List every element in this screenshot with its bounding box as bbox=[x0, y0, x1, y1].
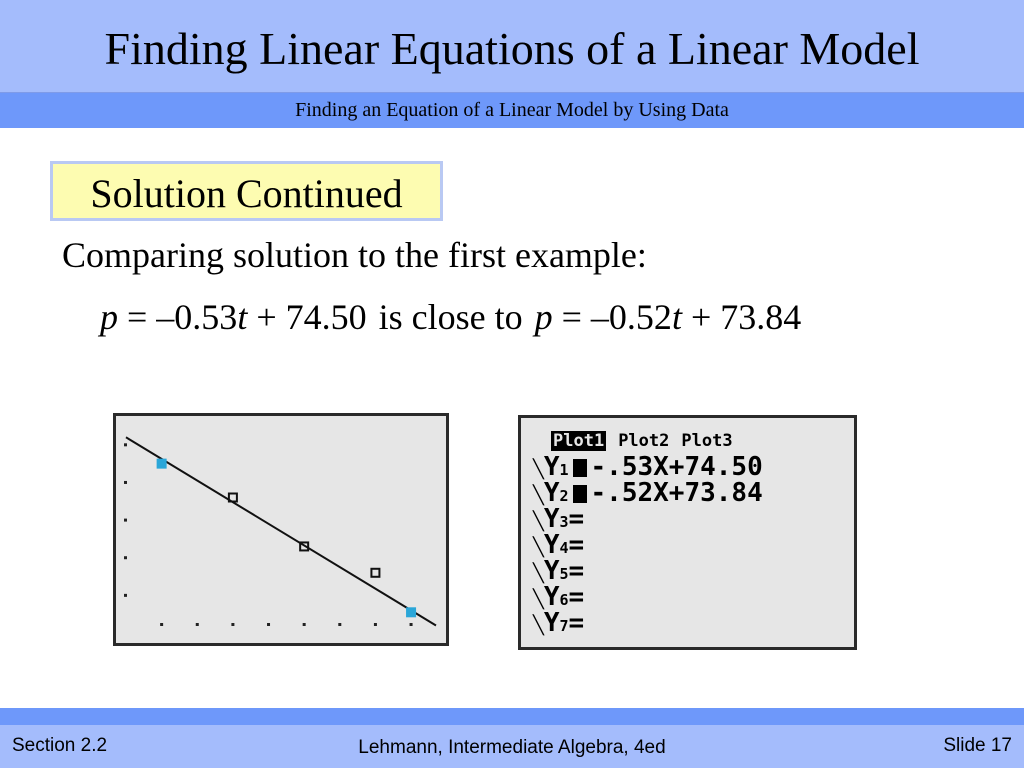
y-label: Y bbox=[543, 530, 560, 560]
y-expression[interactable]: -.53X+74.50 bbox=[590, 452, 763, 482]
equation-line bbox=[100, 296, 801, 338]
graph-style-icon[interactable]: ╲ bbox=[533, 537, 544, 558]
graph-style-icon[interactable]: ╲ bbox=[533, 563, 544, 584]
solution-label-box bbox=[50, 161, 443, 221]
y-label: Y bbox=[543, 608, 560, 638]
y-equation-row[interactable] bbox=[533, 610, 763, 636]
y-equation-row[interactable] bbox=[533, 480, 763, 506]
data-point bbox=[371, 569, 379, 577]
y-equation-row[interactable] bbox=[533, 506, 763, 532]
x-tick-mark bbox=[374, 623, 377, 626]
x-tick-mark bbox=[231, 623, 234, 626]
y-label: Y bbox=[543, 504, 560, 534]
y-label: Y bbox=[543, 556, 560, 586]
footer-strip bbox=[0, 708, 1024, 725]
y-label: Y bbox=[543, 582, 560, 612]
x-tick-mark bbox=[410, 623, 413, 626]
x-tick-mark bbox=[303, 623, 306, 626]
graph-style-icon[interactable]: ╲ bbox=[533, 589, 544, 610]
y-tick-mark bbox=[124, 594, 127, 597]
y-subscript: 2 bbox=[559, 487, 569, 505]
y-subscript: 5 bbox=[559, 565, 569, 583]
eq-var-p-right: p bbox=[534, 297, 553, 337]
slide-subtitle: Finding an Equation of a Linear Model by Using Data bbox=[295, 99, 729, 121]
eq-expr-right: = –0.52 bbox=[552, 297, 672, 337]
equals-selected-icon[interactable] bbox=[573, 459, 587, 477]
x-tick-mark bbox=[160, 623, 163, 626]
subtitle-bar bbox=[0, 93, 1024, 128]
graph-style-icon[interactable]: ╲ bbox=[533, 485, 544, 506]
x-tick-mark bbox=[267, 623, 270, 626]
footer-book: Lehmann, Intermediate Algebra, 4ed bbox=[358, 737, 666, 758]
y-equation-row[interactable] bbox=[533, 532, 763, 558]
eq-tail-right: + 73.84 bbox=[681, 297, 802, 337]
y-expression[interactable]: -.52X+73.84 bbox=[590, 478, 763, 508]
body-text: Comparing solution to the first example: bbox=[62, 235, 647, 275]
y-equation-row[interactable] bbox=[533, 454, 763, 480]
title-bar bbox=[0, 0, 1024, 93]
y-subscript: 6 bbox=[559, 591, 569, 609]
eq-var-t-right: t bbox=[671, 297, 682, 337]
y-tick-mark bbox=[124, 556, 127, 559]
scatter-plot bbox=[116, 416, 446, 643]
y-subscript: 3 bbox=[559, 513, 569, 531]
plot-row bbox=[551, 432, 745, 450]
equals-sign[interactable]: = bbox=[568, 582, 585, 612]
x-tick-mark bbox=[338, 623, 341, 626]
y-equation-row[interactable] bbox=[533, 584, 763, 610]
footer-slide-number: Slide 17 bbox=[943, 735, 1012, 756]
y-equation-row[interactable] bbox=[533, 558, 763, 584]
footer bbox=[0, 725, 1024, 768]
y-subscript: 1 bbox=[559, 461, 569, 479]
equals-sign[interactable]: = bbox=[568, 608, 585, 638]
graph-style-icon[interactable]: ╲ bbox=[533, 511, 544, 532]
regression-line bbox=[126, 437, 436, 625]
equals-sign[interactable]: = bbox=[568, 556, 585, 586]
y-tick-mark bbox=[124, 443, 127, 446]
eq-connector: is close to bbox=[378, 297, 523, 337]
calculator-graph-screen bbox=[113, 413, 449, 646]
highlighted-data-point bbox=[407, 608, 415, 616]
graph-style-icon[interactable]: ╲ bbox=[533, 459, 544, 480]
plot-toggle-3[interactable]: Plot3 bbox=[681, 431, 733, 451]
y-subscript: 7 bbox=[559, 617, 569, 635]
eq-var-t-left: t bbox=[237, 297, 248, 337]
x-tick-mark bbox=[196, 623, 199, 626]
eq-expr-left: = –0.53 bbox=[118, 297, 238, 337]
y-subscript: 4 bbox=[559, 539, 569, 557]
equals-selected-icon[interactable] bbox=[573, 485, 587, 503]
graph-style-icon[interactable]: ╲ bbox=[533, 615, 544, 636]
plot-toggle-2[interactable]: Plot2 bbox=[618, 431, 670, 451]
y-label: Y bbox=[543, 478, 560, 508]
y-tick-mark bbox=[124, 481, 127, 484]
solution-label: Solution Continued bbox=[90, 171, 403, 216]
y-tick-mark bbox=[124, 519, 127, 522]
highlighted-data-point bbox=[158, 460, 166, 468]
eq-var-p-left: p bbox=[100, 297, 118, 337]
eq-tail-left: + 74.50 bbox=[247, 297, 367, 337]
y-label: Y bbox=[543, 452, 560, 482]
slide-title: Finding Linear Equations of a Linear Model bbox=[104, 23, 920, 74]
calculator-y-editor bbox=[518, 415, 857, 650]
footer-section: Section 2.2 bbox=[12, 735, 108, 756]
plot-toggle-1[interactable]: Plot1 bbox=[553, 431, 605, 451]
equals-sign[interactable]: = bbox=[568, 530, 585, 560]
y-rows bbox=[533, 454, 763, 636]
equals-sign[interactable]: = bbox=[568, 504, 585, 534]
